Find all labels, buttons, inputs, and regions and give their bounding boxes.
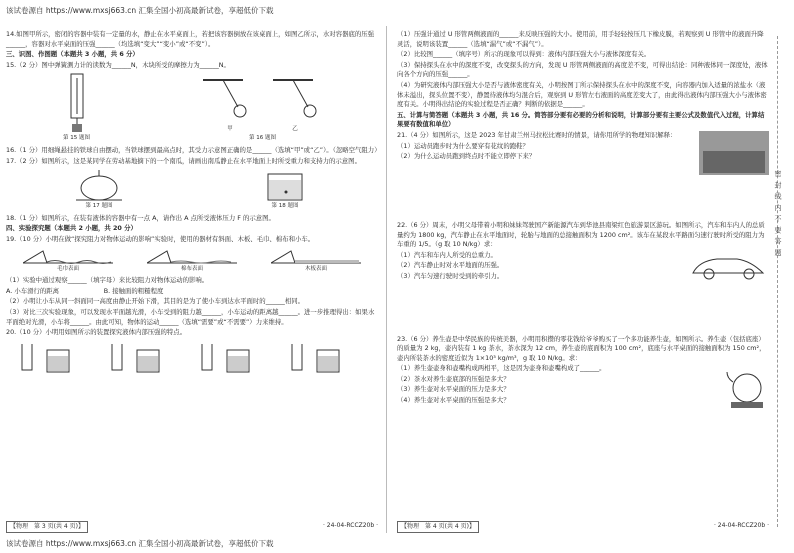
question-20-2: （2）比较图______（填序号）所示的现象可以得到：液体内部压强大小与液体深度有关。	[397, 50, 651, 59]
question-22-1: （1）汽车和车内人所受的总重力。	[397, 250, 497, 259]
seal-line-text: 密 封 线 内 不 要 答 题	[774, 170, 782, 257]
question-19-2: （2）小明让小车从同一斜面同一高度由静止开始下滑，其目的是为了使小车到达水平面时的______相同。	[6, 297, 305, 306]
question-23-3: （3）养生壶对水平桌面的压力是多大？	[397, 385, 510, 394]
seal-line	[777, 36, 778, 527]
question-16: 16.（1 分）用细绳悬挂的铁球自由摆动，当铁球摆到最高点时，其受力示意图正确的是______（选填“甲”或“乙”）。（忽略空气阻力）	[6, 145, 381, 154]
footer-page-4-label: 【物理 第 4 页(共 4 页)】	[397, 521, 479, 533]
question-21: 21.（4 分）如图所示，这是 2023 年甘肃兰州马拉松比赛时的情景，请你用所学的物理知识解释：	[397, 130, 677, 139]
footer-page-4-code: · 24-04-RCCZ20b ·	[713, 522, 769, 530]
question-14: 14.如图甲所示，密闭的容器中装有一定量的水，静止在水平桌面上，若把该容器倒放在该桌面上，如图乙所示，水对容器底的压强______，容器对水平桌面的压强______（均选填“变大”“变小”或“不变”）。	[6, 30, 375, 48]
footer-page-3-label: 【物理 第 3 页(共 4 页)】	[6, 521, 88, 533]
watermark-top: 该试卷源自 https://www.mxsj663.cn 汇集全国小初高最新试卷，享超低价下载	[6, 6, 274, 15]
figure-18-caption: 第 18 题图	[271, 203, 299, 210]
question-22: 22.（6 分）周末，小明父母带着小明和妹妹驾驶国产新能源汽车到华池县南梁红色旅游景区游玩。如图所示，汽车和车内人的总质量约为 1800 kg，汽车静止在水平地面时，轮胎与地面的总接触面积为 1200 cm²。该车在某段水平路面匀速行驶时所受的阻力为车重的 1/5。（g 取 10 N/kg）求：	[397, 220, 765, 249]
question-21-1: （1）运动员跑步时为什么要穿有花纹的跑鞋？	[397, 141, 529, 150]
section-5-heading: 五、计算与简答题（本题共 3 小题，共 16 分。简答部分要有必要的分析和说明，计算部分要有主要公式及数值代入过程，计算结果要有数值和单位）	[397, 110, 765, 129]
container-figure	[262, 168, 308, 202]
ramp-label-cotton: 棉布表面	[180, 265, 203, 272]
page-4	[397, 30, 769, 533]
question-18: 18.（1 分）如图所示，在装有液体的容器中有一点 A，请作出 A 点所受液体压力 F 的示意图。	[6, 213, 275, 222]
figure-16-label-a: 甲	[227, 125, 233, 132]
question-19-1: （1）实验中通过观察______（填字母）来比较阻力对物体运动的影响。	[6, 276, 209, 285]
figure-17-caption: 第 17 题图	[85, 203, 113, 210]
question-22-2: （2）汽车静止时对水平地面的压强。	[397, 261, 504, 270]
figures-17-18	[6, 168, 378, 212]
section-4-heading: 四、实验探究题（本题共 2 小题，共 20 分）	[6, 224, 137, 233]
kettle-figure	[725, 364, 769, 410]
figure-15-caption: 第 15 题图	[63, 135, 90, 142]
ramp-label-board: 木板表面	[304, 265, 327, 272]
section-3-heading: 三、识图、作图题（本题共 3 小题，共 6 分）	[6, 50, 139, 59]
question-19: 19.（10 分）小明在做“探究阻力对物体运动的影响”实验时，使用的器材有斜面、木板、毛巾、棉布和小车。	[6, 234, 315, 243]
question-22-3: （3）汽车匀速行驶时受到的牵引力。	[397, 271, 504, 280]
question-23-2: （2）茶水对养生壶底部的压强是多大？	[397, 374, 510, 383]
watermark-bottom: 该试卷源自 https://www.mxsj663.cn 汇集全国小初高最新试卷，享超低价下载	[6, 539, 274, 548]
question-23: 23.（6 分）养生壶是中华民族的传统美器，小明用积攒的零花钱给爷爷购买了一个多功能养生壶，如图所示。养生壶（包括底座）的质量为 2 kg，壶内装有 1 kg 茶水，茶水深为 12 cm，养生壶的底面积为 100 cm²，底座与水平桌面的接触面积为 150 cm²，壶内所装茶水的密度近似为 1×10³ kg/m³，g 取 10 N/kg。求：	[397, 334, 766, 362]
ramp-figures	[6, 247, 378, 275]
u-tube-figure	[12, 340, 372, 374]
pressure-gauge-figures	[6, 340, 378, 374]
ramp-towel-figure	[23, 247, 113, 265]
figures-15-16	[6, 72, 378, 144]
page-divider	[386, 26, 387, 533]
ramp-cotton-figure	[147, 247, 237, 265]
question-23-4: （4）养生壶对水平桌面的压强是多大？	[397, 396, 510, 405]
question-20-1: （1）压强计通过 U 形管两侧液面的______来反映压强的大小。使用前，用手轻轻按压几下橡皮膜，若观察到 U 形管中的液面升降灵活，说明该装置______（选填“漏气”或“不漏气”）。	[397, 30, 764, 48]
spring-scale-figure	[57, 72, 97, 134]
figure-16-caption: 第 16 题图	[249, 135, 276, 142]
pumpkin-figure	[76, 168, 122, 202]
page-3	[6, 30, 381, 533]
question-19-1-options: A. 小车滑行的距离 B. 接触面的粗糙程度	[6, 286, 164, 295]
question-19-3: （3）对比三次实验现象，可以发现水平面越光滑，小车受到的阻力越______，小车运动的距离越______。进一步推理得出：如果水平面绝对光滑，小车将______。由此可知，物体的运动______（选填“需要”或“不需要”）力来维持。	[6, 307, 375, 326]
question-23-1: （1）养生壶壶身和壶嘴构成两相平，这是因为壶身和壶嘴构成了______。	[397, 364, 606, 373]
ramp-board-figure	[271, 247, 361, 265]
question-21-2: （2）为什么运动员跑到终点时不能立即停下来？	[397, 152, 536, 161]
footer-page-3-code: · 24-04-RCCZ20b ·	[322, 522, 378, 530]
question-17: 17.（2 分）如图所示，这是某同学在劳动基地摘下的一个南瓜，请画出南瓜静止在水平地面上时所受重力和支持力的示意图。	[6, 156, 361, 165]
question-20-4: （4）为研究液体内部压强大小是否与液体密度有关，小明按图丁所示保持探头在水中的深度不变，向容器内加入适量的浓盐水（液体未溢出，探头位置不变），静置待液体均匀混合后，观察到 U 形管左右液面的高度差变大了，由此得出液体内部压强大小与液体密度有关。小明得出结论的实验过程是否正确？判断的依据是______。	[397, 80, 767, 109]
marathon-photo	[699, 131, 769, 175]
question-15: 15.（2 分）图中弹簧测力计的读数为______N，木块所受的摩擦力为______N。	[6, 60, 230, 69]
pendulum-figure	[198, 75, 328, 125]
car-figure	[689, 251, 769, 281]
question-20-3: （3）保持探头在水中的深度不变，改变探头的方向，发现 U 形管两侧液面的高度差不变，可得出结论：同种液体同一深度处，液体向各个方向的压强______。	[397, 60, 768, 79]
ramp-label-towel: 毛巾表面	[56, 265, 79, 272]
figure-16-label-b: 乙	[292, 125, 298, 132]
question-20: 20.（10 分）小明用如图所示的装置探究液体内部压强的特点。	[6, 328, 187, 337]
